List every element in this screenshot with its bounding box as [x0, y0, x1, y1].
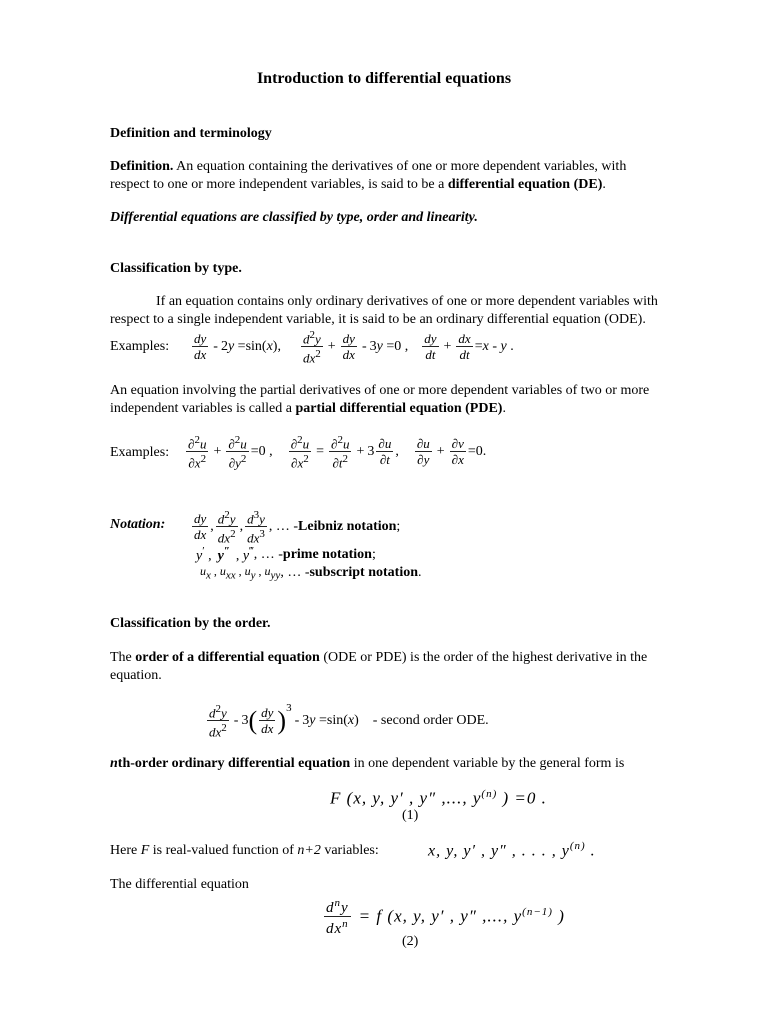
equation-2: $\frac{d^ny}{dx^n}$ = f (x, y, y′ , y″ ,..., $y^{(n-1)}$ ): [326, 897, 565, 937]
variables-list: x, y, y′ , y″ , . . . , $y^{(n)}$ .: [428, 840, 596, 860]
section-heading-order: Classification by the order.: [110, 616, 271, 631]
notation-label: Notation:: [110, 517, 166, 532]
second-order-label: - second order ODE.: [372, 712, 489, 728]
subscript-end: .: [418, 564, 422, 580]
subscript-tail: , … -: [280, 564, 310, 580]
equation-1: F (x, y, y′ , y″ ,..., $y^{(n)}$ ) =0 .: [330, 788, 547, 808]
definition-term: differential equation (DE): [447, 177, 603, 192]
pde-term: partial differential equation (PDE): [295, 401, 503, 416]
definition-text-2: respect to one or more independent variables, is said to be a: [110, 177, 448, 192]
ode-paragraph-line-2: respect to a single independent variable, it is said to be an ordinary differential equation (ODE).: [110, 312, 646, 327]
pde-end: .: [502, 401, 506, 416]
definition-line-2: [110, 176, 606, 193]
prime-notation-line: y′ , y″ , y‴ , … - prime notation ;: [196, 545, 376, 564]
nth-n: n: [110, 756, 118, 771]
pde-text: independent variables is called a: [110, 401, 296, 416]
nth-order-text: in one dependent variable by the general form is: [350, 756, 625, 771]
leibniz-end: ;: [396, 518, 401, 534]
definition-line-1: [110, 158, 626, 175]
examples-label-pde: Examples:: [110, 445, 170, 460]
prime-tail: , … -: [253, 546, 283, 562]
equation-2-label: (2): [402, 934, 419, 949]
leibniz-tail: , … -: [268, 518, 299, 534]
subscript-notation-line: $u_x$ , $u_{xx}$ , $u_y$ , $u_{yy}$ , … - subscript notation .: [200, 564, 422, 582]
here-paragraph: [110, 842, 379, 859]
leibniz-notation-line: $\frac{dy}{dx}$ , $\frac{d^2y}{dx^2}$ , $\frac{d^3y}{dx^3}$ , … - Leibniz notation ;: [194, 509, 401, 546]
examples-label-ode: Examples:: [110, 339, 170, 354]
nth-order-term: th-order ordinary differential equation: [117, 756, 351, 771]
section-heading-type: Classification by type.: [110, 261, 242, 276]
definition-end: .: [602, 177, 606, 192]
prime-notation-text: prime notation: [282, 546, 372, 562]
nth-order-paragraph: [110, 755, 624, 772]
pde-paragraph-line-1: An equation involving the partial derivatives of one or more dependent variables of two or more: [110, 383, 650, 398]
page-title: Introduction to differential equations: [256, 70, 512, 87]
here-F: F: [140, 843, 150, 858]
leibniz-notation-text: Leibniz notation: [298, 518, 397, 534]
second-order-equation: $\frac{d^2y}{dx^2}$ - 3 ( $\frac{dy}{dx}$ ) $^3$ - 3y =sin(x) - second order ODE.: [209, 702, 489, 740]
here-pre: Here: [110, 843, 141, 858]
pde-paragraph-line-2: [110, 400, 506, 417]
order-term: order of a differential equation: [135, 650, 320, 665]
classification-statement: Differential equations are classified by type, order and linearity.: [110, 210, 478, 225]
order-text-post: (ODE or PDE) is the order of the highest derivative in the: [319, 650, 648, 665]
de-line: The differential equation: [110, 877, 249, 892]
ode-examples-equations: $\frac{dy}{dx}$ - 2y =sin(x), $\frac{d^2y}{dx^2}$ + $\frac{dy}{dx}$ - 3y =0 , $\frac{dy}{dt}$ + $\frac{dx}{dt}$ =x - y .: [194, 329, 514, 366]
prime-end: ;: [371, 546, 376, 562]
order-paragraph-line-1: [110, 649, 647, 666]
equation-1-label: (1): [402, 808, 419, 823]
here-post: variables:: [320, 843, 379, 858]
here-mid: is real-valued function of: [149, 843, 298, 858]
pde-examples-equations: $\frac{\partial^2u}{\partial x^2}$ + $\frac{\partial^2u}{\partial y^2}$ =0 , $\frac{\partial^2u}{\partial x^2}$ = $\frac{\partial^2u}{\partial t^2}$ + 3 $\frac{\partial u}{\partial t}$ , $\frac{\partial u}{\partial y}$ + $\frac{\partial v}{\partial x}$ =0.: [188, 434, 487, 471]
ode-paragraph-line-1: If an equation contains only ordinary derivatives of one or more dependent variables with: [156, 294, 658, 309]
definition-text-1: An equation containing the derivatives of one or more dependent variables, with: [173, 159, 627, 174]
section-heading-definition: Definition and terminology: [110, 126, 272, 141]
order-text-pre: The: [110, 650, 136, 665]
order-paragraph-line-2: equation.: [110, 668, 162, 683]
here-n2: n+2: [297, 843, 321, 858]
subscript-notation-text: subscript notation: [309, 564, 419, 580]
definition-lead: Definition.: [110, 159, 174, 174]
